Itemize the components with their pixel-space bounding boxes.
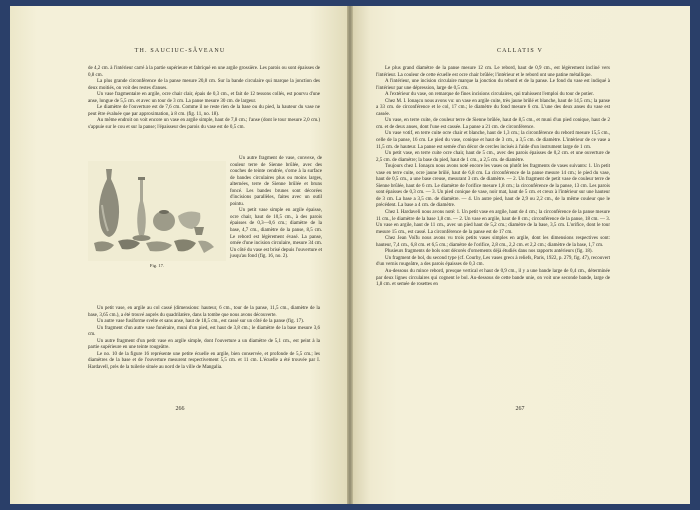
figure-caption: Fig. 17. — [149, 263, 165, 268]
pottery-figure — [88, 161, 226, 261]
paragraph: Au-dessous du mince rebord, presque vertical et haut de 0,9 cm., il y a une bande large de 0,4 cm., déterminée par deux lignes circulaires qui cognent le bol. Au-dessous de cette bande unie, on voit une seconde bande, large de 1,8 cm. et semée de rosettes en — [376, 268, 610, 288]
paragraph: Le no. 10 de la figure 16 représente une petite écuelle en argile, bien conservée, et profonde de 5,5 cm.; les diamètres de la base et de l'ouverture mesurent respectivement 5,5 cm. et 11 cm. L'écuelle a été trouvée par I. Hardavell, près de la tuilerie située au nord de la ville de Mangalia. — [88, 351, 320, 370]
paragraph: Au même endroit on voit encore un vase en argile simple, haut de 7,8 cm.; l'anse (dont le tour mesure 2,0 cm.) s'appuie sur le cou et sur la panse; l'épaisseur des parois du vase est de 0,5 cm. — [88, 118, 320, 130]
paragraph: Le diamètre de l'ouverture est de 7,6 cm. Comme il ne reste rien de la base ou du pied, la hauteur du vase ne peut être évaluée que par approximation, à 8 cm. (fig. 11, no. 18). — [88, 105, 320, 117]
left-page — [10, 6, 350, 504]
left-bottom-text — [88, 306, 320, 371]
page-number-right: 267 — [515, 406, 525, 412]
paragraph: A l'intérieur, une incision circulaire marque la jonction du rebord et de la panse. Le fond du vase est indiqué à l'intérieur par une dépression, large de 0,5 cm. — [376, 79, 610, 91]
right-page — [350, 6, 690, 504]
paragraph: Chez Jean Voïfu nous avons vu trois petits vases simples en argile, dont les dimensions respectives sont: hauteur, 7,4 cm., 6,8 cm. et 6,5 cm.; diamètre de l'orifice, 2,8 cm., 2,2 cm. et 2,2 cm.; diamètre de la base, 1,7 cm. — [376, 236, 610, 248]
paragraph: Un autre fragment de vase, convexe, de couleur terre de Sienne brûlée, avec des couches de teinte cendrée, s'orne à la surface de bandes circulaires plus ou moins larges, alternées, terre de Sienne brûlée et bruns foncé. Les bandes brunes sont décorées d'incisions parallèles, faites avec un outil pointu. — [230, 156, 322, 207]
page-number-left: 266 — [175, 406, 185, 412]
paragraph: Un petit vase, en terre cuite ocre chair, haut de 5 cm., avec des parois épaisses de 0,2 cm. et une ouverture de 2,5 cm. de diamètre; la base du pied, haut de 1 cm., a 2,5 cm. de diamètre. — [376, 151, 610, 163]
paragraph: La plus grande circonférence de la panse mesure 20,8 cm. Sur la bande circulaire qui marque la jonction des deux moitiés, on voit des restes d'anses. — [88, 79, 320, 91]
paragraph: Un vase fragmentaire en argile, ocre chair clair, épais de 0,3 cm., et fait de 12 tessons collés, est pourvu d'une anse, longue de 5,5 cm. et avec un tour de 3 cm. La panse mesure 30 cm. de largeur. — [88, 92, 320, 104]
paragraph: Un autre fragment d'un petit vase en argile simple, dont l'ouverture a un diamètre de 5,1 cm., est peint à la partie supérieure en une teinte rougeâtre. — [88, 338, 320, 351]
paragraph: Un autre vase fusiforme svelte et sans anse, haut de 18,5 cm., est cassé sur un côté de la panse (fig. 17). — [97, 319, 305, 325]
paragraph: Un petit vase simple en argile épaisse, ocre chair, haut de 10,5 cm., à des parois épaisses de 0,3—0,6 cm.; diamètre de la base, 4,7 cm., diamètre de la panse, 8,5 cm. Le rebord est légèrement évasé. La panse, ornée d'une incision circulaire, mesure 34 cm. Un côté du vase est brisé depuis l'ouverture et jusqu'au fond (fig. 16, no. 2). — [230, 208, 322, 260]
book-gutter — [347, 6, 353, 504]
paragraph: Un vase, en terre cuite, de couleur terre de Sienne brûlée, haut de 8,5 cm., et muni d'un pied conique, haut de 2 cm. et de deux anses, dont l'une est cassée. La panse a 21 cm. de circonférence. — [376, 118, 610, 130]
paragraph: Un fragment d'un autre vase funéraire, muni d'un pied, est haut de 3,8 cm.; le diamètre de la base mesure 3,6 cm. — [88, 325, 320, 338]
paragraph: Un fragment de bol, du second type (cf. Courby, Les vases grecs à reliefs, Paris, 1922, p. 279, fig. 47), recouvert d'un vernis rougeâtre, a des parois épaisses de 0,3 cm. — [376, 255, 610, 268]
paragraph: Le plus grand diamètre de la panse mesure 12 cm. Le rebord, haut de 0,9 cm., est légèrement incliné vers l'intérieur. La couleur de cette écuelle est ocre chair brûlée; l'intérieur et le rebord ont une patine métallique. — [376, 66, 610, 78]
paragraph: de 4,2 cm. à l'intérieur carré à la partie supérieure et fabriqué en une argile grossière. Les parois ou sont épaisses de 0,8 cm. — [88, 66, 320, 78]
paragraph: Chez M. I. Ionaşcu nous avons vu: un vase en argile cuite, très jaune brûlé et blanche, haut de 14,5 cm.; la panse a 33 cm. de circonférence et le col, 17 cm.; le diamètre du fond mesure 6 cm. L'une des deux anses du vase est cassée. — [376, 98, 610, 117]
paragraph: A l'extérieur du vase, on remarque de fines incisions circulaires, qui trahissent l'emploi du tour de potier. — [385, 92, 594, 98]
pottery-photo — [88, 161, 226, 261]
paragraph: Toujours chez I. Ionaşcu nous avons noté encore les vases ou plutôt les fragments de vases suivants: 1. Un petit vase en terre cuite, ocre jaune brûlé, haut de 6,8 cm. La circonférence de la panse mesure 14 cm.; le pied du vase, haut de 0,5 cm., a une base creuse, mesurant 3 cm. de diamètre. — 2. Un fragment de petit vase de couleur terre de Sienne brûlée, haut de 6 cm. Le diamètre de l'orifice mesure 1,8 cm.; la circonférence de la panse, 13 cm. Les parois sont épaisses de 0,3 cm. — 3. Un pied conique de vase, noir mat, haut de 5 cm. et creux à l'intérieur sur une hauteur de 3 cm. La base a 3,5 cm. de diamètre. — 4. Un autre pied, haut de 2,9 ou 2,2 cm., de la même couleur que le précédent. La base a 4 cm. de diamètre. — [376, 164, 610, 209]
right-text — [376, 66, 610, 289]
running-head-right: CALLATIS V — [496, 48, 544, 54]
paragraph: Un vase votif, en terre cuite ocre chair et blanche, haut de 1,3 cm.; la circonférence du rebord mesure 15,5 cm., celle de la panse, 16 cm. Le pied du vase, conique et haut de 3 cm., a 3,5 cm. de diamètre. L'intérieur de ce vase a 11,5 cm. de hauteur. La panse est semée d'un décor de cercles incisés à l'aide d'un instrument large de 1 cm. — [376, 131, 610, 150]
paragraph: Un petit vase, en argile au col cassé (dimensions: hauteur, 6 cm., tour de la panse, 11,5 cm., diamètre de la base, 3,65 cm.), a été trouvé auprès du quadrilatère, dans la tombe que nous avons découverte. — [88, 306, 320, 318]
paragraph: Chez I. Hardaveli nous avons noté: 1. Un petit vase en argile, haut de 4 cm.; la circonférence de la panse mesure 11 cm., le diamètre de la base 1,8 cm. — 2. Un vase en argile, haut de 8 cm.; circonférence de la panse, 18 cm. — 3. Un vase en argile, haut de 11 cm., avec un pied haut de 5,2 cm.; diamètre de la base, 3,5 cm. L'orifice, dont le tour mesure 15 cm., est cassé. La circonférence de la panse est de 17 cm. — [376, 210, 610, 235]
figure-wrap-text — [230, 156, 322, 261]
open-book — [10, 6, 690, 504]
left-top-text — [88, 66, 320, 131]
running-head-left: TH. SAUCIUC-SĂVEANU — [134, 48, 226, 54]
paragraph: Plusieurs fragments de bols sont décorés d'ornements déjà étudiés dans nos rapports antérieurs (fig. 18). — [385, 249, 593, 255]
